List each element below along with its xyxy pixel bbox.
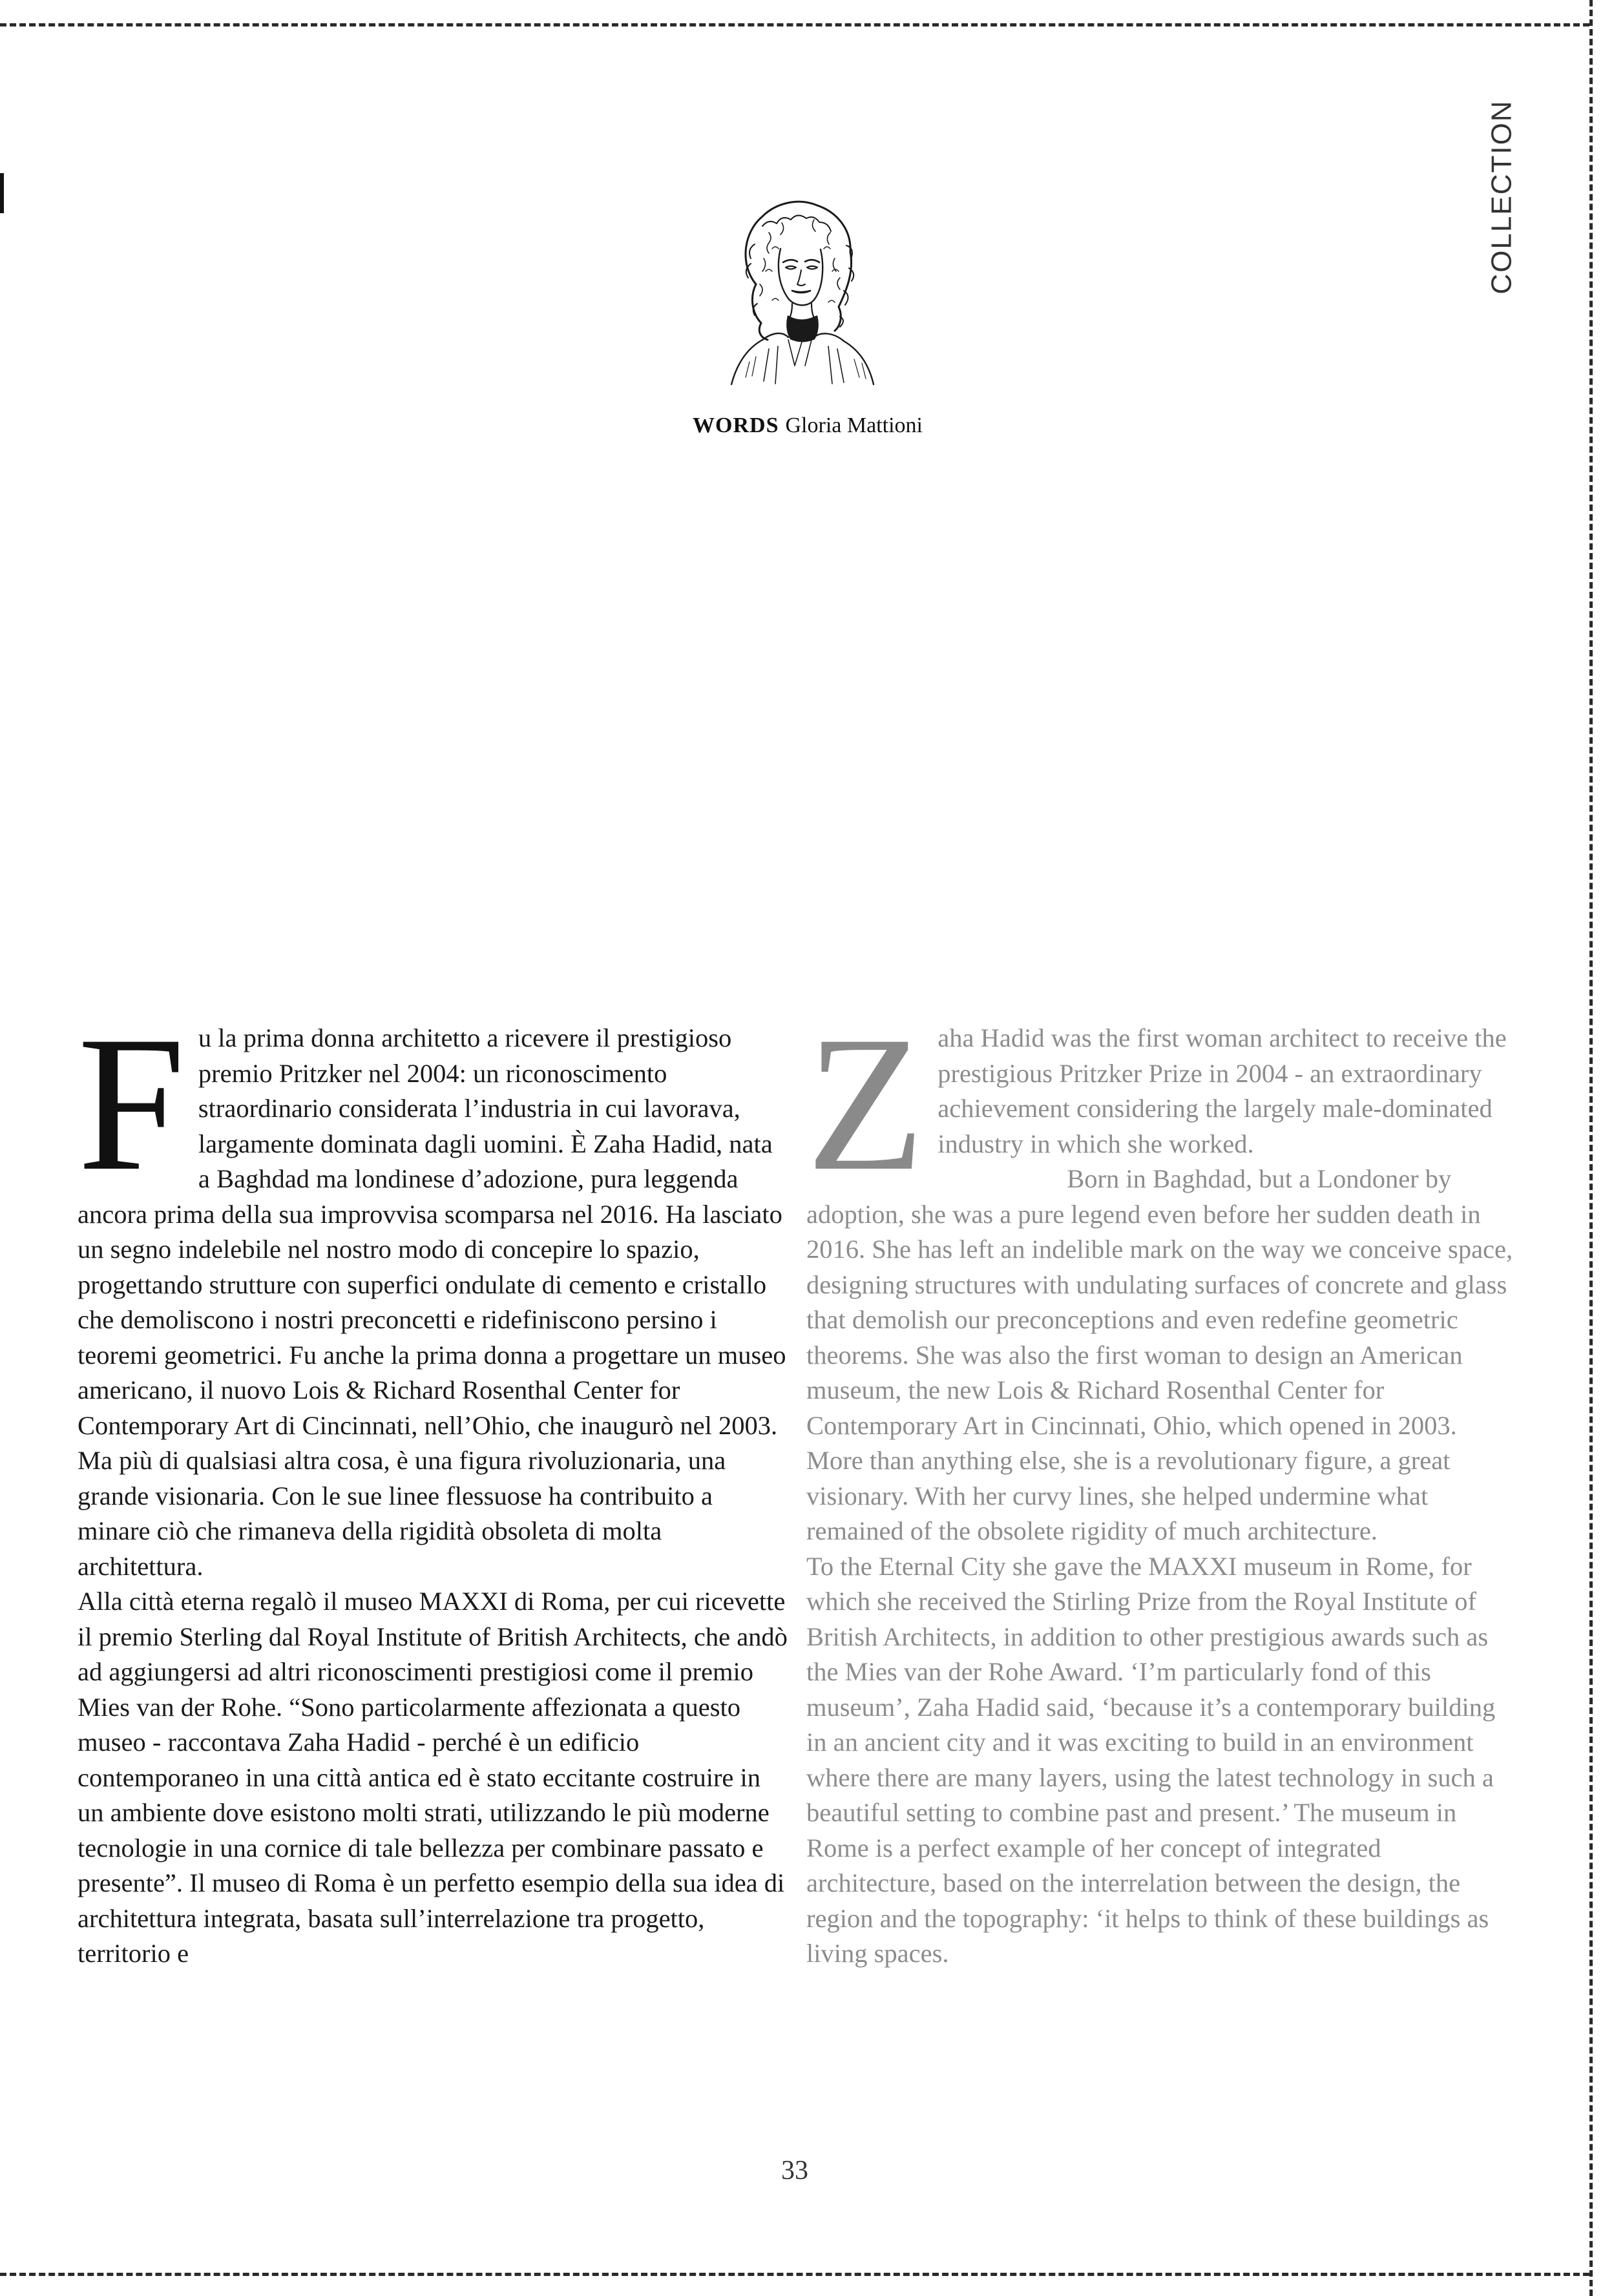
- crop-dashed-line-top: [0, 23, 1589, 26]
- paragraph-italian-2: Alla città eterna regalò il museo MAXXI di Roma, per cui ricevette il premio Sterling dal Royal Institute of British Architects, che andò ad aggiungersi ad altri riconoscimenti prestigiosi come il premio Mies van der Rohe. “Sono particolarmente affezionata a questo museo - raccontava Zaha Hadid - perché è un edificio contemporaneo in una città antica ed è stato eccitante costruire in un ambiente dove esistono molti strati, utilizzando le più moderne tecnologie in una cornice di tale bellezza per combinare passato e presente”. Il museo di Roma è un perfetto esempio della sua idea di architettura integrata, basata sull’interrelazione tra progetto, territorio e: [78, 1587, 788, 1968]
- section-tag-label: COLLECTION: [1486, 99, 1518, 295]
- byline: [672, 413, 943, 438]
- drop-cap-italian: F: [78, 996, 185, 1211]
- author-portrait-sketch: [685, 187, 905, 394]
- byline-label: WORDS: [693, 413, 779, 437]
- crop-dashed-line-bottom: [0, 2273, 1589, 2276]
- paragraph-english-1: aha Hadid was the first woman architect to receive the prestigious Pritzker Prize in 2004 - an extraordinary achievement considering the largely male-dominated industry in which she worked.: [938, 1023, 1507, 1158]
- article-column-english: [806, 996, 1517, 1972]
- byline-author: Gloria Mattioni: [785, 413, 923, 437]
- crop-dashed-line-right: [1589, 0, 1593, 2296]
- article-column-italian: [78, 996, 788, 1972]
- paragraph-english-2: Born in Baghdad, but a Londoner by adoption, she was a pure legend even before her sudden death in 2016. She has left an indelible mark on the way we conceive space, designing structures with undulating surfaces of concrete and glass that demolish our preconceptions and even redefine geometric theorems. She was also the first woman to design an American museum, the new Lois & Richard Rosenthal Center for Contemporary Art in Cincinnati, Ohio, which opened in 2003. More than anything else, she is a revolutionary figure, a great visionary. With her curvy lines, she helped undermine what remained of the obsolete rigidity of much architecture.: [806, 1164, 1513, 1545]
- paragraph-italian-1: u la prima donna architetto a ricevere il prestigioso premio Pritzker nel 2004: un riconoscimento straordinario considerata l’industria in cui lavorava, largamente dominata dagli uomini. È Zaha Hadid, nata a Baghdad ma londinese d’adozione, pura leggenda ancora prima della sua improvvisa scomparsa nel 2016. Ha lasciato un segno indelebile nel nostro modo di concepire lo spazio, progettando strutture con superfici ondulate di cemento e cristallo che demoliscono i nostri preconcetti e ridefiniscono persino i teoremi geometrici. Fu anche la prima donna a progettare un museo americano, il nuovo Lois & Richard Rosenthal Center for Contemporary Art di Cincinnati, nell’Ohio, che inaugurò nel 2003. Ma più di qualsiasi altra cosa, è una figura rivoluzionaria, una grande visionaria. Con le sue linee flessuose ha contribuito a minare ciò che rimaneva della rigidità obsoleta di molta architettura.: [78, 1023, 786, 1581]
- edge-mark: [0, 173, 4, 213]
- drop-cap-english: Z: [806, 996, 925, 1211]
- paragraph-english-3: To the Eternal City she gave the MAXXI museum in Rome, for which she received the Stirling Prize from the Royal Institute of British Architects, in addition to other prestigious awards such as the Mies van der Rohe Award. ‘I’m particularly fond of this museum’, Zaha Hadid said, ‘because it’s a contemporary building in an ancient city and it was exciting to build in an environment where there are many layers, using the latest technology in such a beautiful setting to combine past and present.’ The museum in Rome is a perfect example of her concept of integrated architecture, based on the interrelation between the design, the region and the topography: ‘it helps to think of these buildings as living spaces.: [806, 1551, 1496, 1968]
- section-tag: [1467, 97, 1538, 297]
- page-number: 33: [781, 2156, 808, 2186]
